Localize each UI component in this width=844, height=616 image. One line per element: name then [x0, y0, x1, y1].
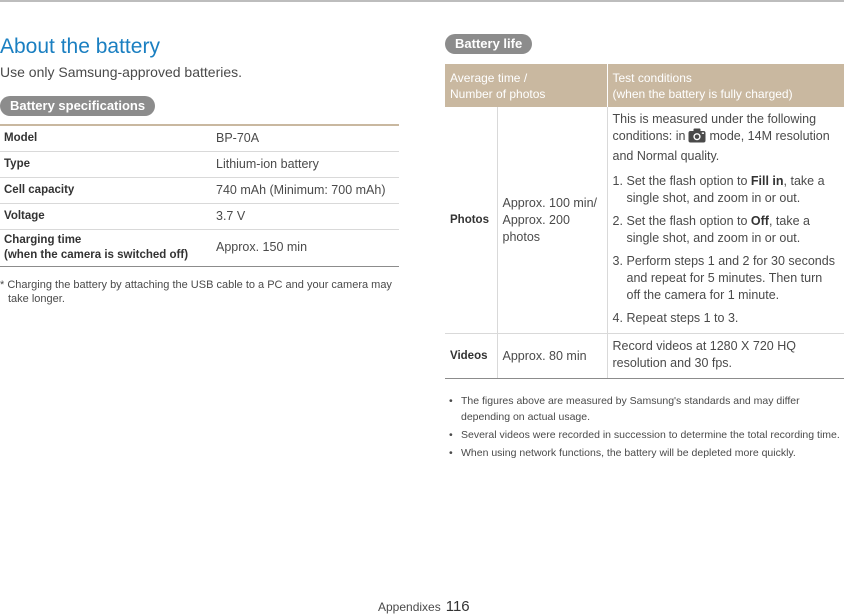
step-text: Repeat steps 1 to 3.	[626, 311, 739, 325]
header-col1-line2: Number of photos	[450, 87, 546, 101]
mode-photos: Photos	[445, 107, 497, 334]
table-row	[0, 125, 399, 151]
header-average-time	[445, 64, 607, 107]
right-column	[445, 34, 844, 463]
photos-value-line3: photos	[502, 229, 541, 244]
page-footer	[378, 599, 470, 615]
battery-life-heading: Battery life	[445, 34, 532, 54]
battery-specs-heading: Battery specifications	[0, 96, 155, 116]
spec-value: Approx. 150 min	[212, 229, 399, 266]
notes-list	[445, 393, 844, 461]
step-number: 1.	[612, 174, 623, 188]
list-item	[449, 393, 844, 425]
page-title: About the battery	[0, 35, 160, 58]
top-rule	[0, 0, 844, 2]
photos-value	[497, 107, 607, 334]
spec-label-line2: (when the camera is switched off)	[4, 248, 189, 261]
photos-intro-after: mode, 14M resolution and Normal quality.	[612, 129, 830, 163]
intro-text: Use only Samsung-approved batteries.	[0, 64, 243, 80]
step-bold: Fill in	[750, 174, 784, 188]
table-row	[0, 177, 399, 203]
step-text: Set the flash option to	[626, 174, 751, 188]
spec-label: Voltage	[0, 203, 212, 229]
step-text: Perform steps 1 and 2 for 30 seconds and repeat for 5 minutes. Then turn off the camera for 1 minute.	[626, 254, 835, 302]
mode-videos: Videos	[445, 334, 497, 379]
left-column	[0, 34, 399, 306]
videos-value: Approx. 80 min	[497, 334, 607, 379]
table-row	[445, 107, 844, 334]
note-text: The figures above are measured by Samsung's standards and may differ depending on actual usage.	[461, 395, 800, 423]
step-text-after: , take a single shot, and zoom in or out.	[626, 174, 825, 205]
photos-intro-before: This is measured under the following conditions: in	[612, 112, 817, 143]
videos-conditions: Record videos at 1280 X 720 HQ resolution and 30 fps.	[607, 334, 844, 379]
header-col2-line2: (when the battery is fully charged)	[612, 87, 793, 101]
spec-label: Cell capacity	[0, 177, 212, 203]
note-text: Several videos were recorded in succession to determine the total recording time.	[461, 429, 840, 441]
step-number: 2.	[612, 214, 623, 228]
step-number: 4.	[612, 311, 623, 325]
bullet-dot: •	[449, 447, 453, 459]
spec-label: Type	[0, 151, 212, 177]
spec-label-line1: Charging time	[4, 233, 82, 246]
bullet-dot: •	[449, 429, 453, 441]
list-item	[613, 173, 840, 207]
footer-section: Appendixes	[378, 600, 441, 614]
spec-label: Model	[0, 125, 212, 151]
bullet-dot: •	[449, 395, 453, 407]
footnote: * Charging the battery by attaching the USB cable to a PC and your camera may take longer.	[0, 278, 392, 305]
spec-value: 740 mAh (Minimum: 700 mAh)	[212, 177, 399, 203]
photos-value-line1: Approx. 100 min/	[502, 195, 597, 210]
list-item	[613, 213, 840, 247]
spec-value: BP-70A	[212, 125, 399, 151]
list-item	[613, 310, 840, 327]
table-row	[0, 229, 399, 266]
page-number: 116	[445, 598, 470, 615]
battery-life-table	[445, 64, 844, 379]
spec-value: 3.7 V	[212, 203, 399, 229]
header-col1-line1: Average time /	[450, 71, 528, 85]
photos-conditions	[607, 107, 844, 334]
step-number: 3.	[612, 254, 623, 268]
spec-value: Lithium-ion battery	[212, 151, 399, 177]
header-test-conditions	[607, 64, 844, 107]
list-item	[449, 427, 844, 443]
step-text: Set the flash option to	[626, 214, 751, 228]
step-text-after: , take a single shot, and zoom in or out.	[626, 214, 810, 245]
note-text: When using network functions, the battery will be depleted more quickly.	[461, 447, 796, 459]
photos-intro	[613, 111, 840, 165]
list-item	[449, 445, 844, 461]
step-bold: Off	[750, 214, 769, 228]
photos-value-line2: Approx. 200	[502, 212, 570, 227]
table-row	[445, 334, 844, 379]
table-row	[0, 203, 399, 229]
table-header-row	[445, 64, 844, 107]
steps-list	[613, 173, 840, 327]
header-col2-line1: Test conditions	[612, 71, 692, 85]
spec-label	[0, 229, 212, 266]
table-row	[0, 151, 399, 177]
battery-specs-table	[0, 124, 399, 267]
smart-auto-camera-icon	[688, 128, 706, 148]
list-item	[613, 253, 840, 304]
